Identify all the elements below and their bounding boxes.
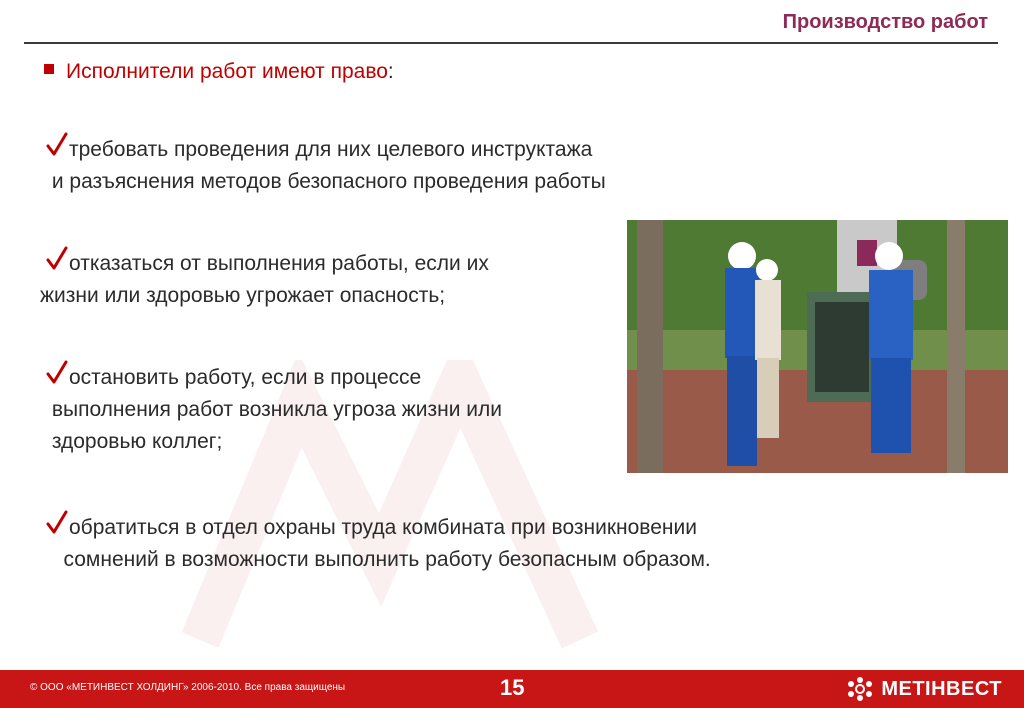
page-number: 15 bbox=[500, 675, 525, 700]
header-divider bbox=[24, 42, 998, 44]
company-logo bbox=[845, 676, 1002, 702]
rights-list-item bbox=[46, 360, 502, 458]
workers-photo bbox=[627, 220, 1008, 473]
item-line: здоровью коллег; bbox=[46, 430, 223, 453]
rights-list-item bbox=[46, 132, 606, 198]
square-bullet-icon bbox=[44, 64, 54, 74]
item-line: отказаться от выполнения работы, если их bbox=[69, 252, 489, 275]
check-icon bbox=[46, 360, 68, 386]
copyright-text: © ООО «МЕТИНВЕСТ ХОЛДИНГ» 2006-2010. Все права защищены bbox=[30, 682, 346, 693]
logo-text: МЕТІНВЕСТ bbox=[881, 677, 1002, 700]
metinvest-logo-icon bbox=[845, 676, 875, 702]
item-line: и разъяснения методов безопасного проведения работы bbox=[46, 170, 606, 193]
check-icon bbox=[46, 510, 68, 536]
item-line: остановить работу, если в процессе bbox=[69, 366, 422, 389]
item-line: выполнения работ возникла угроза жизни или bbox=[46, 398, 503, 421]
item-line: жизни или здоровью угрожает опасность; bbox=[40, 284, 446, 307]
page-title: Производство работ bbox=[782, 11, 988, 33]
item-line: требовать проведения для них целевого инструктажа bbox=[69, 138, 593, 161]
item-line: обратиться в отдел охраны труда комбината при возникновении bbox=[69, 516, 697, 539]
rights-heading bbox=[44, 60, 394, 84]
rights-list-item bbox=[46, 510, 711, 576]
rights-heading-colon: : bbox=[387, 60, 394, 83]
check-icon bbox=[46, 132, 68, 158]
item-line: сомнений в возможности выполнить работу безопасным образом. bbox=[46, 548, 711, 571]
footer-bar bbox=[0, 670, 1024, 708]
check-icon bbox=[46, 246, 68, 272]
rights-heading-text: Исполнители работ имеют право bbox=[66, 60, 388, 83]
rights-list-item bbox=[40, 246, 489, 312]
